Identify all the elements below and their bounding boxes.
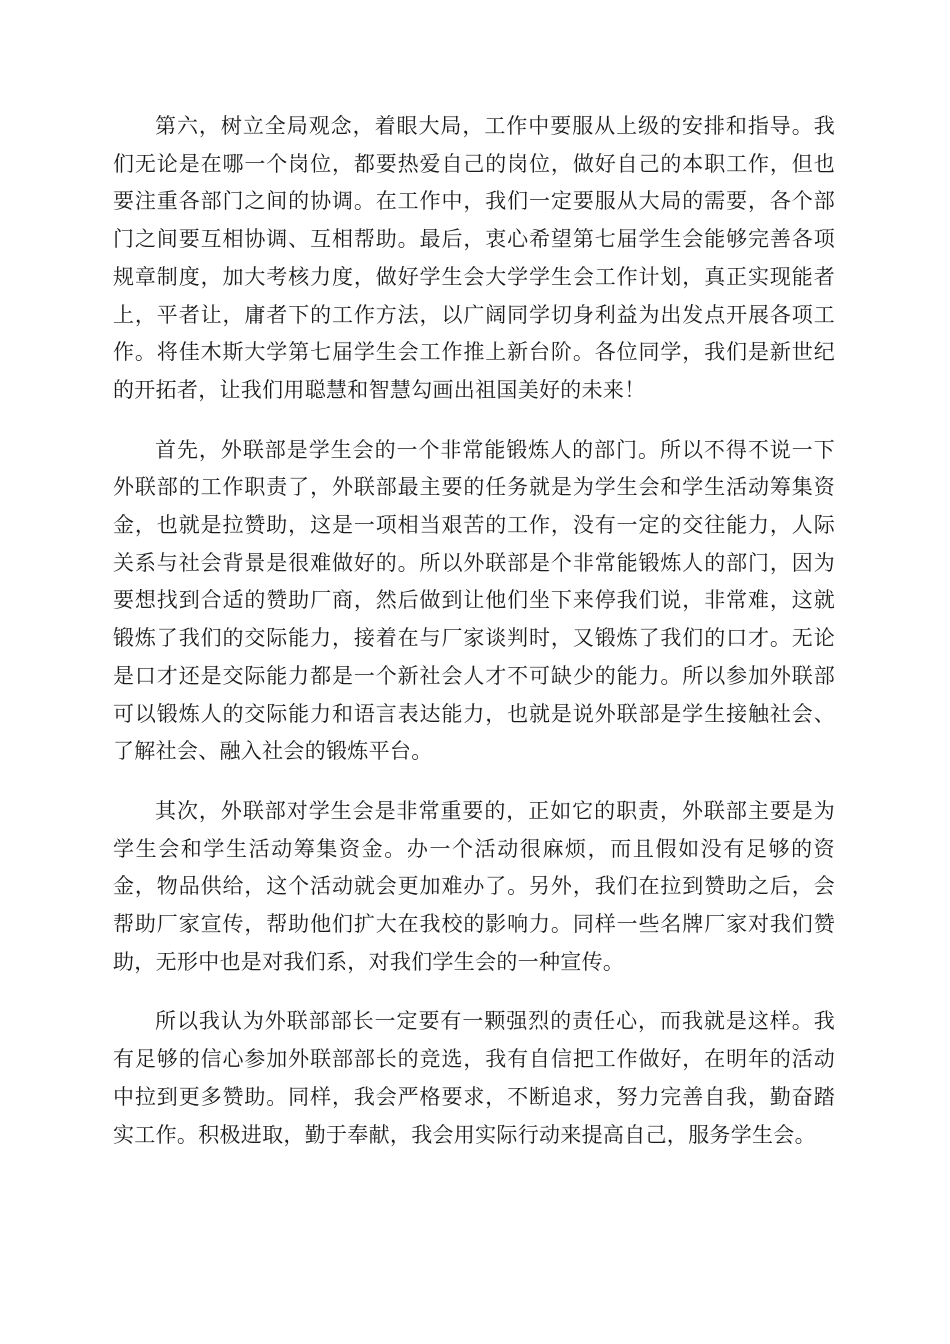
- paragraph-4: 所以我认为外联部部长一定要有一颗强烈的责任心，而我就是这样。我有足够的信心参加外联部部长的竞选，我有自信把工作做好，在明年的活动中拉到更多赞助。同样，我会严格要求，不断追求，努力完善自我，勤奋踏实工作。积极进取，勤于奉献，我会用实际行动来提高自己，服务学生会。: [113, 1009, 835, 1147]
- paragraph-2: 首先，外联部是学生会的一个非常能锻炼人的部门。所以不得不说一下外联部的工作职责了，外联部最主要的任务就是为学生会和学生活动筹集资金，也就是拉赞助，这是一项相当艰苦的工作，没有一定的交往能力，人际关系与社会背景是很难做好的。所以外联部是个非常能锻炼人的部门，因为要想找到合适的赞助厂商，然后做到让他们坐下来停我们说，非常难，这就锻炼了我们的交际能力，接着在与厂家谈判时，又锻炼了我们的口才。无论是口才还是交际能力都是一个新社会人才不可缺少的能力。所以参加外联部可以锻炼人的交际能力和语言表达能力，也就是说外联部是学生接触社会、了解社会、融入社会的锻炼平台。: [113, 437, 835, 764]
- paragraph-3: 其次，外联部对学生会是非常重要的，正如它的职责，外联部主要是为学生会和学生活动筹集资金。办一个活动很麻烦，而且假如没有足够的资金，物品供给，这个活动就会更加难办了。另外，我们在拉到赞助之后，会帮助厂家宣传，帮助他们扩大在我校的影响力。同样一些名牌厂家对我们赞助，无形中也是对我们系，对我们学生会的一种宣传。: [113, 798, 835, 974]
- document-page: [113, 108, 835, 1182]
- paragraph-1: 第六，树立全局观念，着眼大局，工作中要服从上级的安排和指导。我们无论是在哪一个岗位，都要热爱自己的岗位，做好自己的本职工作，但也要注重各部门之间的协调。在工作中，我们一定要服从大局的需要，各个部门之间要互相协调、互相帮助。最后，衷心希望第七届学生会能够完善各项规章制度，加大考核力度，做好学生会大学学生会工作计划，真正实现能者上，平者让，庸者下的工作方法，以广阔同学切身利益为出发点开展各项工作。将佳木斯大学第七届学生会工作推上新台阶。各位同学，我们是新世纪的开拓者，让我们用聪慧和智慧勾画出祖国美好的未来！: [113, 114, 835, 402]
